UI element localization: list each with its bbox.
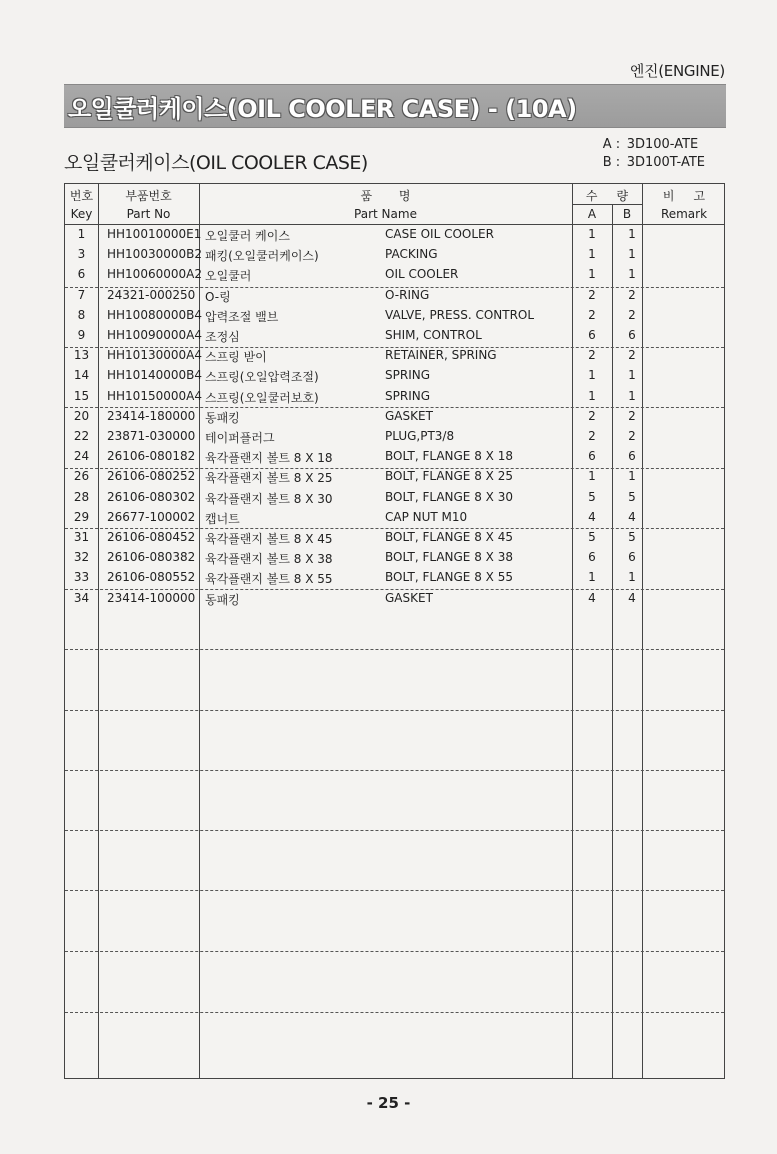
- variant-a-value: 3D100-ATE: [626, 137, 699, 152]
- row-part-no: HH10090000A4: [107, 328, 202, 342]
- row-key: 7: [77, 287, 86, 302]
- row-name-en: BOLT, FLANGE 8 X 18: [385, 449, 513, 464]
- model-variants: [603, 136, 705, 172]
- row-key: 28: [73, 489, 90, 504]
- header-remark-ko: 비 고: [662, 189, 706, 203]
- row-name-ko: 스프링(오일쿨러보호): [205, 390, 319, 405]
- row-name-en: GASKET: [385, 408, 433, 423]
- row-qty-a: 1: [588, 570, 596, 585]
- row-qty-a: 2: [588, 287, 596, 302]
- row-qty-b: 2: [628, 287, 636, 302]
- table-row: [65, 567, 724, 587]
- row-name-en: CAP NUT M10: [385, 509, 468, 524]
- row-name-ko: 패킹(오일쿨러케이스): [205, 249, 319, 264]
- page-number: - 25 -: [366, 1094, 411, 1112]
- row-name-ko: O-링: [205, 289, 231, 304]
- row-part-no: 26106-080452: [107, 530, 196, 544]
- variant-b: [603, 154, 705, 172]
- page-title-bar: [64, 84, 726, 128]
- table-row: [65, 588, 724, 608]
- table-row: [65, 365, 724, 385]
- row-part-no: 23871-030000: [107, 429, 196, 443]
- row-qty-b: 2: [628, 429, 636, 443]
- row-qty-a: 6: [588, 449, 596, 464]
- header-part-ko: 부품번호: [125, 189, 172, 203]
- table-row: [65, 527, 724, 547]
- row-name-ko: 육각플랜지 볼트 8 X 38: [205, 552, 333, 567]
- row-name-en: OIL COOLER: [385, 267, 459, 282]
- row-name-ko: 육각플랜지 볼트 8 X 45: [205, 532, 333, 546]
- row-name-ko: 동패킹: [205, 592, 240, 607]
- row-name-en: BOLT, FLANGE 8 X 55: [385, 570, 513, 585]
- table-row: [65, 507, 724, 527]
- row-part-no: HH10150000A4: [107, 388, 202, 403]
- variant-b-value: 3D100T-ATE: [626, 155, 705, 170]
- row-name-en: BOLT, FLANGE 8 X 25: [385, 469, 513, 484]
- row-name-ko: 조정심: [205, 330, 240, 344]
- row-key: 3: [77, 247, 86, 262]
- row-name-ko: 압력조절 밸브: [205, 309, 279, 324]
- row-qty-b: 2: [628, 408, 636, 423]
- row-qty-b: 5: [628, 530, 636, 544]
- row-name-ko: 오일쿨러 케이스: [205, 229, 290, 243]
- group-divider: [65, 347, 724, 348]
- header-part-en: Part No: [126, 207, 171, 221]
- row-name-en: BOLT, FLANGE 8 X 45: [385, 530, 513, 544]
- table-header-row-en: [65, 204, 724, 224]
- row-key: 22: [73, 429, 90, 443]
- header-remark-en: Remark: [660, 207, 708, 221]
- row-qty-a: 1: [588, 247, 596, 262]
- table-row: [65, 305, 724, 325]
- row-key: 34: [73, 590, 90, 605]
- row-key: 33: [73, 570, 90, 585]
- row-qty-a: 2: [588, 307, 596, 322]
- row-part-no: HH10130000A4: [107, 348, 202, 363]
- table-row: [65, 406, 724, 426]
- row-key: 24: [73, 449, 90, 464]
- table-row: [65, 446, 724, 466]
- row-qty-a: 6: [588, 550, 596, 565]
- row-qty-b: 1: [628, 267, 636, 282]
- group-divider: [65, 951, 724, 952]
- row-part-no: 26677-100002: [107, 509, 196, 524]
- row-qty-a: 2: [588, 429, 596, 443]
- row-name-en: SPRING: [385, 368, 431, 383]
- row-key: 14: [73, 368, 90, 383]
- row-name-en: BOLT, FLANGE 8 X 30: [385, 489, 513, 504]
- row-name-ko: 동패킹: [205, 410, 240, 425]
- row-name-en: SPRING: [385, 388, 431, 403]
- group-divider: [65, 649, 724, 650]
- row-qty-a: 2: [588, 348, 596, 363]
- group-divider: [65, 589, 724, 590]
- engine-section-label: 엔진(ENGINE): [629, 62, 725, 80]
- row-qty-b: 1: [628, 247, 636, 262]
- variant-a: [603, 136, 705, 154]
- table-row: [65, 386, 724, 406]
- row-name-ko: 육각플랜지 볼트 8 X 25: [205, 471, 333, 486]
- row-qty-a: 4: [588, 590, 596, 605]
- row-part-no: 26106-080552: [107, 570, 196, 585]
- header-name-en: Part Name: [354, 207, 417, 221]
- row-qty-b: 5: [628, 489, 636, 504]
- row-name-en: SHIM, CONTROL: [385, 328, 482, 342]
- row-key: 8: [77, 307, 86, 322]
- row-key: 32: [73, 550, 90, 565]
- row-part-no: 26106-080302: [107, 489, 196, 504]
- header-qty-b: B: [622, 207, 632, 221]
- group-divider: [65, 890, 724, 891]
- row-name-en: PACKING: [385, 247, 438, 262]
- row-qty-a: 5: [588, 530, 596, 544]
- row-qty-a: 4: [588, 509, 596, 524]
- row-part-no: 26106-080252: [107, 469, 196, 484]
- group-divider: [65, 287, 724, 288]
- row-name-ko: 테이퍼플러그: [205, 431, 275, 445]
- row-key: 1: [77, 227, 86, 241]
- row-qty-b: 4: [628, 590, 636, 605]
- row-name-ko: 육각플랜지 볼트 8 X 18: [205, 451, 333, 466]
- row-qty-b: 1: [628, 368, 636, 383]
- row-name-ko: 육각플랜지 볼트 8 X 55: [205, 572, 333, 587]
- row-qty-b: 6: [628, 328, 636, 342]
- row-part-no: HH10080000B4: [107, 307, 202, 322]
- row-qty-a: 1: [588, 227, 596, 241]
- row-name-ko: 스프링 받이: [205, 350, 267, 365]
- row-name-en: BOLT, FLANGE 8 X 38: [385, 550, 513, 565]
- table-row: [65, 547, 724, 567]
- group-divider: [65, 407, 724, 408]
- row-qty-b: 6: [628, 550, 636, 565]
- variant-b-key: B :: [602, 155, 621, 170]
- row-name-ko: 오일쿨러: [205, 269, 252, 284]
- row-key: 20: [73, 408, 90, 423]
- row-key: 15: [73, 388, 90, 403]
- page-title: 오일쿨러케이스(OIL COOLER CASE) - (10A): [68, 94, 577, 123]
- row-name-en: PLUG,PT3/8: [385, 429, 455, 443]
- row-name-ko: 캡너트: [205, 511, 240, 526]
- row-name-en: GASKET: [385, 590, 433, 605]
- row-part-no: HH10030000B2: [107, 247, 202, 262]
- table-header-row-ko: [65, 184, 724, 204]
- table-row: [65, 224, 724, 244]
- row-key: 9: [77, 328, 86, 342]
- row-qty-a: 6: [588, 328, 596, 342]
- table-row: [65, 466, 724, 486]
- row-qty-a: 1: [588, 267, 596, 282]
- header-qty-ko: 수 량: [585, 189, 629, 203]
- header-qty-a: A: [587, 207, 597, 221]
- row-name-ko: 육각플랜지 볼트 8 X 30: [205, 491, 333, 506]
- row-qty-b: 4: [628, 509, 636, 524]
- row-key: 29: [73, 509, 90, 524]
- row-key: 31: [73, 530, 90, 544]
- group-divider: [65, 468, 724, 469]
- row-qty-a: 5: [588, 489, 596, 504]
- row-qty-b: 1: [628, 388, 636, 403]
- row-key: 6: [77, 267, 86, 282]
- row-qty-b: 2: [628, 307, 636, 322]
- header-key-en: Key: [70, 207, 93, 221]
- row-qty-b: 6: [628, 449, 636, 464]
- parts-table: [64, 183, 725, 1079]
- table-row: [65, 325, 724, 345]
- row-key: 13: [73, 348, 90, 363]
- row-part-no: HH10010000E1: [107, 227, 202, 241]
- row-qty-a: 1: [588, 368, 596, 383]
- row-name-en: VALVE, PRESS. CONTROL: [385, 307, 535, 322]
- row-part-no: 26106-080182: [107, 449, 196, 464]
- section-subtitle: 오일쿨러케이스(OIL COOLER CASE): [64, 152, 368, 174]
- row-part-no: 23414-100000: [107, 590, 196, 605]
- row-part-no: HH10140000B4: [107, 368, 202, 383]
- row-qty-b: 1: [628, 227, 636, 241]
- table-row: [65, 426, 724, 446]
- row-qty-a: 2: [588, 408, 596, 423]
- row-part-no: 24321-000250: [107, 287, 196, 302]
- group-divider: [65, 528, 724, 529]
- header-key-ko: 번호: [69, 189, 94, 203]
- row-qty-a: 1: [588, 388, 596, 403]
- row-qty-b: 2: [628, 348, 636, 363]
- row-name-en: RETAINER, SPRING: [385, 348, 497, 363]
- row-qty-b: 1: [628, 469, 636, 484]
- table-row: [65, 244, 724, 264]
- table-row: [65, 264, 724, 284]
- row-part-no: 26106-080382: [107, 550, 196, 565]
- row-qty-b: 1: [628, 570, 636, 585]
- group-divider: [65, 830, 724, 831]
- table-row: [65, 487, 724, 507]
- row-part-no: HH10060000A2: [107, 267, 202, 282]
- row-part-no: 23414-180000: [107, 408, 196, 423]
- table-row: [65, 345, 724, 365]
- row-key: 26: [73, 469, 90, 484]
- variant-a-key: A :: [602, 137, 621, 152]
- header-name-ko: 품 명: [360, 189, 411, 203]
- row-name-ko: 스프링(오일압력조절): [205, 370, 319, 385]
- group-divider: [65, 770, 724, 771]
- row-name-en: O-RING: [385, 287, 430, 302]
- row-qty-a: 1: [588, 469, 596, 484]
- row-name-en: CASE OIL COOLER: [385, 227, 494, 241]
- group-divider: [65, 1012, 724, 1013]
- group-divider: [65, 710, 724, 711]
